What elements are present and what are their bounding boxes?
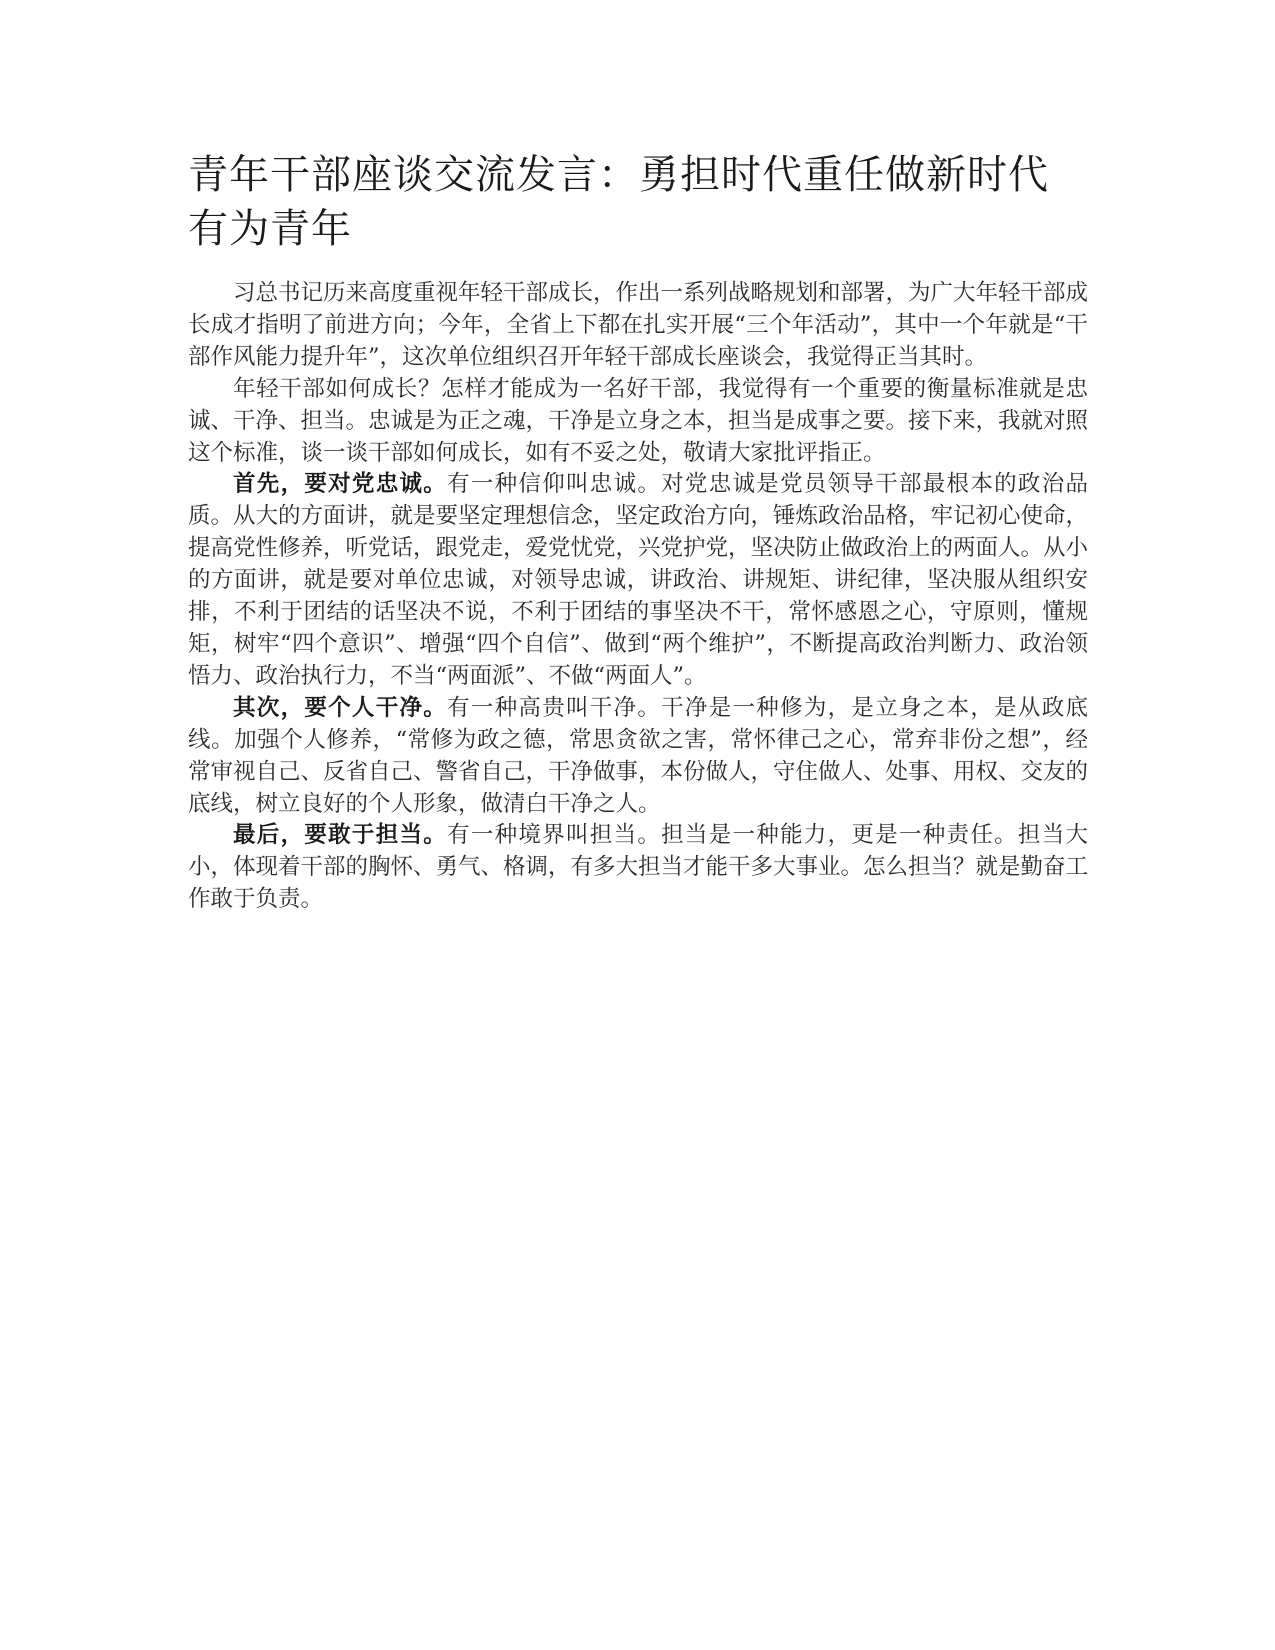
paragraph-lead-heading: 最后，要敢于担当。 xyxy=(233,822,448,849)
paragraph-responsibility xyxy=(188,820,1088,916)
document-title: 青年干部座谈交流发言：勇担时代重任做新时代有为青年 xyxy=(188,152,1049,252)
paragraph-text: 有一种境界叫担当。担当是一种能力，更是一种责任。担当大小，体现着干部的胸怀、勇气、格调，有多大担当才能干多大事业。怎么担当？就是勤奋工作敢于负责。 xyxy=(188,822,1089,913)
paragraph-lead-heading: 其次，要个人干净。 xyxy=(233,694,448,721)
paragraph-integrity xyxy=(188,693,1088,821)
paragraph-text: 有一种高贵叫干净。干净是一种修为，是立身之本，是从政底线。加强个人修养，“常修为政之德，常思贪欲之害，常怀律己之心，常弃非份之想”，经常审视自己、反省自己、警省自己，干净做事，本份做人，守住做人、处事、用权、交友的底线，树立良好的个人形象，做清白干净之人。 xyxy=(188,694,1089,817)
paragraph-intro xyxy=(188,278,1088,374)
paragraph-lead-heading: 首先，要对党忠诚。 xyxy=(233,471,448,498)
paragraph-text: 习总书记历来高度重视年轻干部成长，作出一系列战略规划和部署，为广大年轻干部成长成才指明了前进方向；今年，全省上下都在扎实开展“三个年活动”，其中一个年就是“干部作风能力提升年”，这次单位组织召开年轻干部成长座谈会，我觉得正当其时。 xyxy=(188,280,1089,370)
paragraph-standard xyxy=(188,374,1088,470)
paragraph-text: 年轻干部如何成长？怎样才能成为一名好干部，我觉得有一个重要的衡量标准就是忠诚、干净、担当。忠诚是为正之魂，干净是立身之本，担当是成事之要。接下来，我就对照这个标准，谈一谈干部如何成长，如有不妥之处，敬请大家批评指正。 xyxy=(188,375,1089,466)
paragraph-text: 有一种信仰叫忠诚。对党忠诚是党员领导干部最根本的政治品质。从大的方面讲，就是要坚定理想信念，坚定政治方向，锤炼政治品格，牢记初心使命，提高党性修养，听党话，跟党走，爱党忧党，兴党护党，坚决防止做政治上的两面人。从小的方面讲，就是要对单位忠诚，对领导忠诚，讲政治、讲规矩、讲纪律，坚决服从组织安排，不利于团结的话坚决不说，不利于团结的事坚决不干，常怀感恩之心，守原则，懂规矩，树牢“四个意识”、增强“四个自信”、做到“两个维护”，不断提高政治判断力、政治领悟力、政治执行力，不当“两面派”、不做“两面人”。 xyxy=(188,471,1089,689)
paragraph-loyalty xyxy=(188,469,1088,692)
document-body xyxy=(188,148,1088,916)
